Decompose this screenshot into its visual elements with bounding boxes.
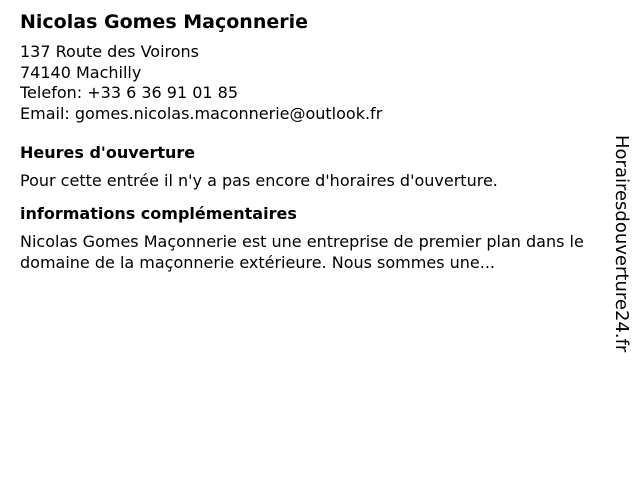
opening-hours-heading: Heures d'ouverture	[20, 143, 196, 162]
additional-info-text: Nicolas Gomes Maçonnerie est une entreprise de premier plan dans le domaine de la maçonnerie extérieure. Nous sommes une...	[20, 232, 584, 272]
business-card	[20, 8, 600, 273]
site-watermark: Horairesdouverture24.fr	[611, 135, 632, 353]
opening-hours-text: Pour cette entrée il n'y a pas encore d'horaires d'ouverture.	[20, 171, 498, 190]
phone-number: Telefon: +33 6 36 91 01 85	[20, 83, 239, 102]
business-name: Nicolas Gomes Maçonnerie	[20, 11, 308, 33]
street-address: 137 Route des Voirons	[20, 42, 200, 61]
city-postal: 74140 Machilly	[20, 62, 142, 82]
email-address: Email: gomes.nicolas.maconnerie@outlook.fr	[20, 103, 383, 123]
address-block	[20, 42, 600, 124]
additional-info-heading: informations complémentaires	[20, 204, 297, 223]
